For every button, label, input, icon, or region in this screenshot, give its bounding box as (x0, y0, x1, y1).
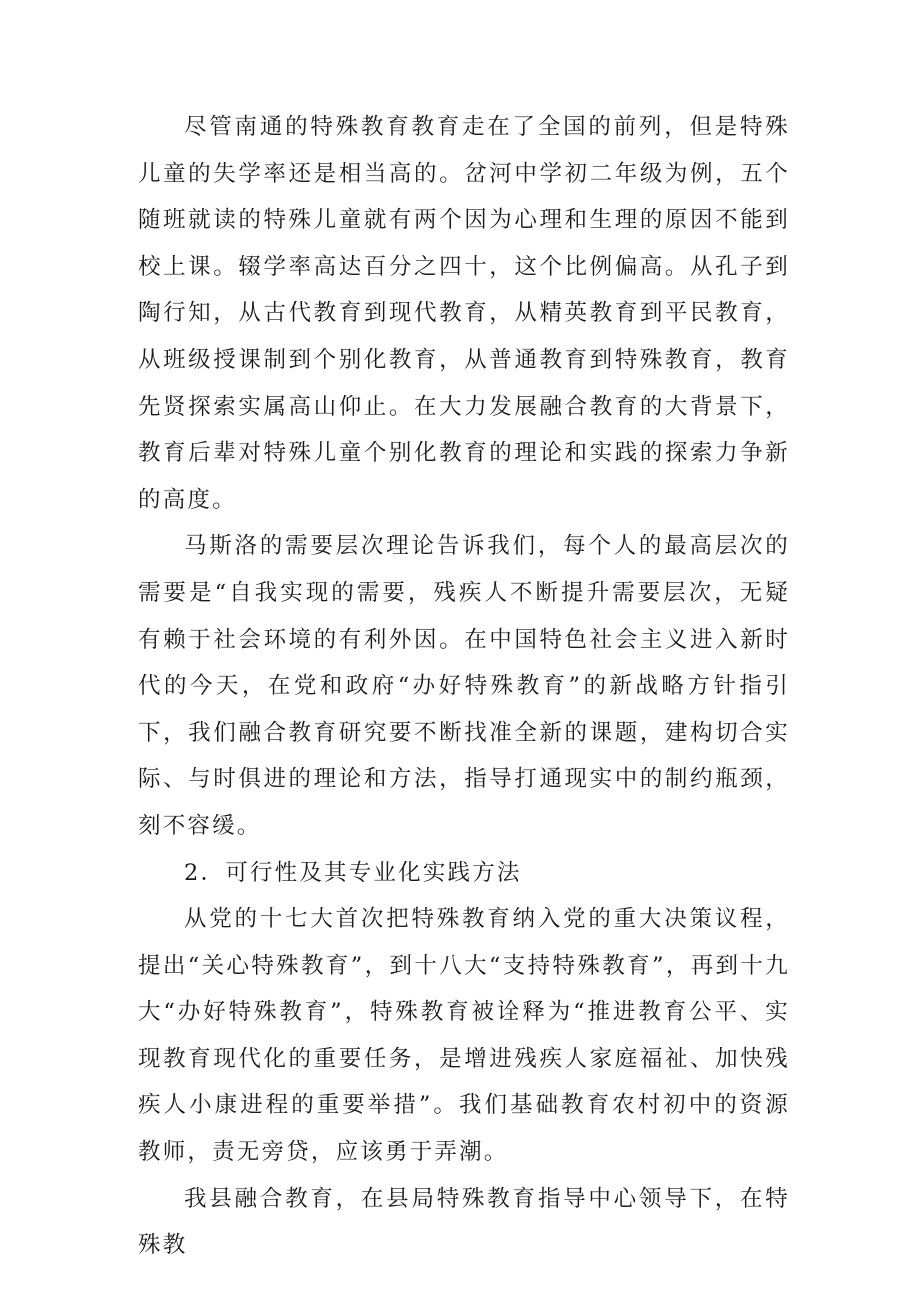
paragraph-maslow-needs: 马斯洛的需要层次理论告诉我们，每个人的最高层次的需要是“自我实现的需要，残疾人不断提升需要层次，无疑有赖于社会环境的有利外因。在中国特色社会主义进入新时代的今天，在党和政府“办好特殊教育”的新战略方针指引下，我们融合教育研究要不断找准全新的课题，建构切合实际、与时俱进的理论和方法，指导打通现实中的制约瓶颈，刻不容缓。 (138, 533, 790, 839)
paragraph-county-inclusive-education: 我县融合教育，在县局特殊教育指导中心领导下，在特殊教 (138, 1185, 790, 1259)
paragraph-dropout-rate: 尽管南通的特殊教育教育走在了全国的前列，但是特殊儿童的失学率还是相当高的。岔河中学初二年级为例，五个随班就读的特殊儿童就有两个因为心理和生理的原因不能到校上课。辍学率高达百分之四十，这个比例偏高。从孔子到陶行知，从古代教育到现代教育，从精英教育到平民教育，从班级授课制到个别化教育，从普通教育到特殊教育，教育先贤探索实属高山仰止。在大力发展融合教育的大背景下，教育后辈对特殊儿童个别化教育的理论和实践的探索力争新的高度。 (138, 114, 790, 513)
document-page (138, 104, 790, 1269)
section-heading: 2．可行性及其专业化实践方法 (184, 859, 522, 886)
paragraph-party-policy: 从党的十七大首次把特殊教育纳入党的重大决策议程，提出“关心特殊教育”，到十八大“支持特殊教育”，再到十九大“办好特殊教育”，特殊教育被诠释为“推进教育公平、实现教育现代化的重要任务，是增进残疾人家庭福祉、加快残疾人小康进程的重要举措”。我们基础教育农村初中的资源教师，责无旁贷，应该勇于弄潮。 (138, 906, 790, 1166)
